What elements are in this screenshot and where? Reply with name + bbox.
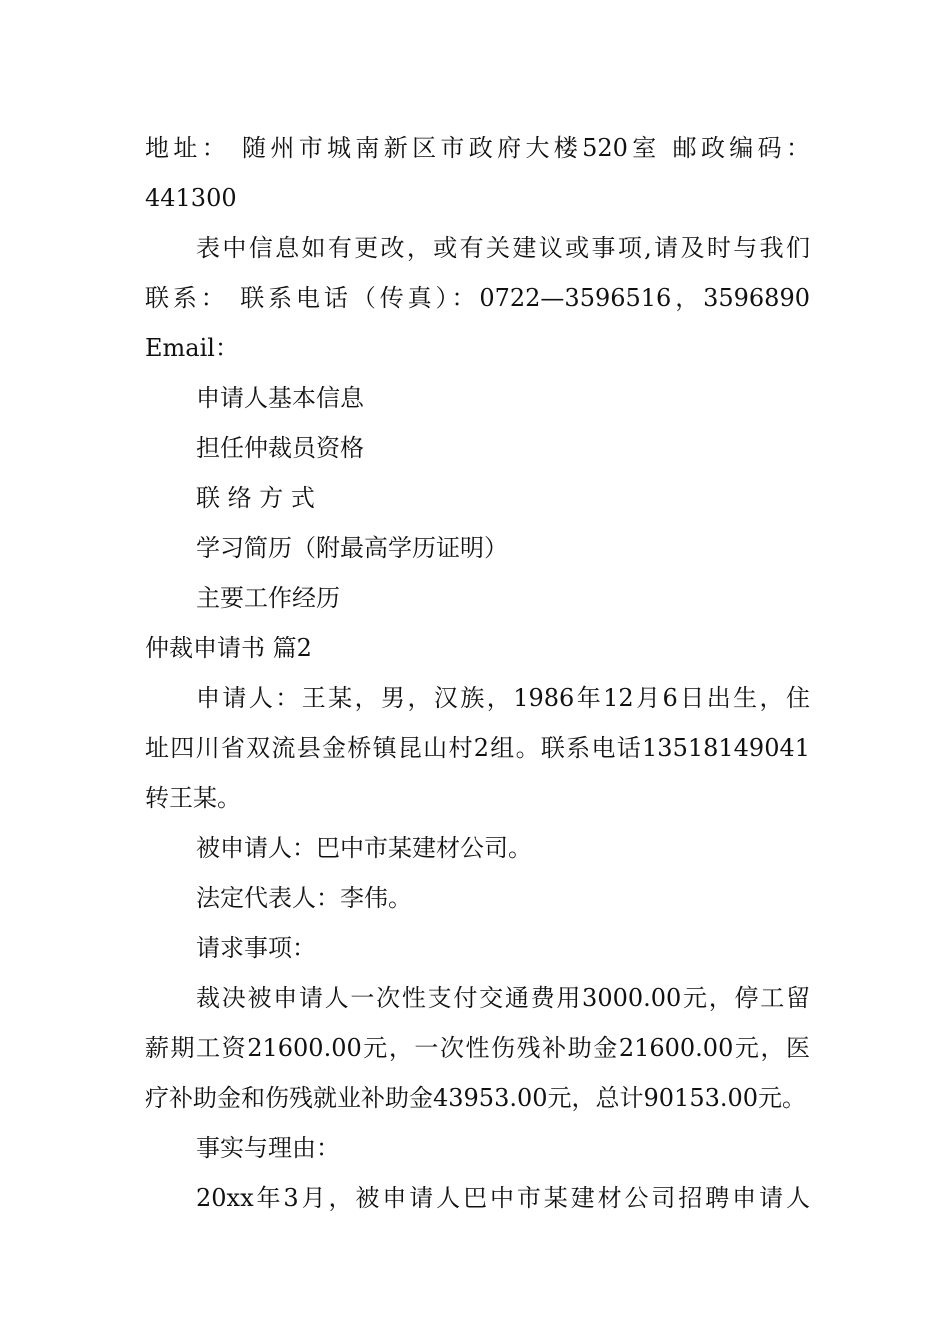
respondent-line: 被申请人：巴中市某建材公司。 bbox=[196, 834, 532, 862]
applicant-contact-line: 转王某。 bbox=[145, 784, 241, 812]
section-arbitrator-qualification: 担任仲裁员资格 bbox=[196, 434, 364, 462]
facts-paragraph: 20xx年3月，被申请人巴中市某建材公司招聘申请人 bbox=[196, 1184, 810, 1212]
claims-paragraph-line-2: 薪期工资21600.00元，一次性伤残补助金21600.00元，医 bbox=[145, 1034, 810, 1062]
claims-paragraph: 裁决被申请人一次性支付交通费用3000.00元，停工留 bbox=[196, 984, 810, 1012]
legal-representative-line: 法定代表人：李伟。 bbox=[196, 884, 412, 912]
facts-reasons-heading: 事实与理由： bbox=[196, 1134, 340, 1162]
applicant-paragraph: 申请人：王某，男，汉族，1986年12月6日出生，住 bbox=[196, 684, 810, 712]
contact-phone-line: 联系： 联系电话（传真）：0722—3596516，3596890 bbox=[145, 284, 810, 312]
section-work-experience: 主要工作经历 bbox=[196, 584, 340, 612]
address-line: 地址： 随州市城南新区市政府大楼520室 邮政编码： bbox=[145, 134, 810, 162]
applicant-address-line: 址四川省双流县金桥镇昆山村2组。联系电话13518149041 bbox=[145, 734, 810, 762]
claims-paragraph-line-3: 疗补助金和伤残就业补助金43953.00元，总计90153.00元。 bbox=[145, 1084, 807, 1112]
section-contact-method: 联 络 方 式 bbox=[196, 484, 315, 512]
notice-paragraph: 表中信息如有更改，或有关建议或事项,请及时与我们 bbox=[196, 234, 810, 262]
section-education: 学习简历（附最高学历证明） bbox=[196, 534, 508, 562]
document-heading: 仲裁申请书 篇2 bbox=[145, 634, 312, 662]
claims-heading: 请求事项： bbox=[196, 934, 316, 962]
postal-code-line: 441300 bbox=[145, 184, 237, 212]
section-applicant-info: 申请人基本信息 bbox=[196, 384, 364, 412]
email-line: Email： bbox=[145, 334, 239, 362]
